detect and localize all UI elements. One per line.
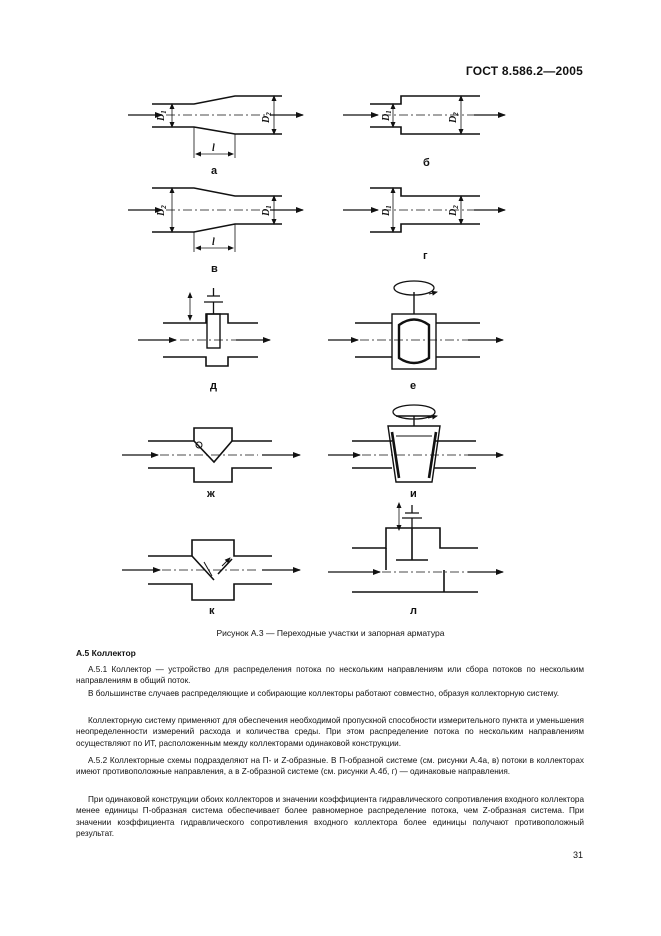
- figure-caption: Рисунок А.3 — Переходные участки и запорная арматура: [216, 628, 445, 638]
- label-d: д: [210, 380, 217, 392]
- paragraph-5: При одинаковой конструкции обоих коллекторов и значении коэффициента гидравлического сопротивления входного коллектора менее единицы П-образная система обеспечивает более равномерное распределение потока, чем Z-образная система. При значении коэффициента гидравлического сопротивления входного коллектора более единицы получают противоположный результат.: [76, 795, 584, 839]
- dim-d2-v: D: [156, 208, 167, 216]
- diagram-i: [328, 405, 503, 482]
- dim-length-v: l: [212, 237, 215, 248]
- dim-d1-a: D: [156, 113, 167, 121]
- diagram-a: [128, 96, 303, 158]
- label-v: в: [211, 263, 218, 275]
- dim-d1-b: D: [381, 113, 392, 121]
- paragraph-1: А.5.1 Коллектор — устройство для распределения потока по нескольким направлениям или сбора потоков по нескольким направлениям в общий поток.: [76, 665, 584, 686]
- section-heading: А.5 Коллектор: [76, 648, 136, 658]
- svg-text:D2: $D_2$: [448, 112, 460, 123]
- dim-d2-b: D: [448, 115, 459, 123]
- diagram-v: [128, 188, 303, 252]
- svg-text:D2: $D_2$: [156, 205, 168, 216]
- diagram-l: [328, 503, 503, 592]
- label-e: е: [410, 380, 417, 392]
- label-b: б: [423, 157, 430, 169]
- diagram-zh: [122, 428, 300, 482]
- page-number: 31: [572, 850, 583, 860]
- paragraph-4: А.5.2 Коллекторные схемы подразделяют на П- и Z-образные. В П-образной системе (см. рисунки А.4а, в) потоки в коллекторах имеют противоположные направления, а в Z-образной системе (см. рисунки А.4б, г) — одинаковые направления.: [76, 756, 584, 777]
- document-header: ГОСТ 8.586.2—2005: [465, 64, 583, 78]
- svg-text:D1: $D_1$: [156, 110, 168, 121]
- label-g: г: [423, 250, 428, 262]
- label-i: и: [410, 488, 417, 500]
- label-k: к: [209, 605, 215, 617]
- dim-d2-a: D: [261, 115, 272, 123]
- label-a: а: [211, 165, 218, 177]
- paragraph-2: В большинстве случаев распределяющие и собирающие коллекторы работают совместно, образуя коллекторную систему.: [88, 689, 560, 698]
- svg-text:D1: $D_1$: [381, 110, 393, 121]
- diagram-g: [343, 188, 505, 232]
- dim-d2-g: D: [448, 208, 459, 216]
- dim-d1-v: D: [261, 208, 272, 216]
- svg-text:D1: $D_1$: [261, 205, 273, 216]
- paragraph-3: Коллекторную систему применяют для обеспечения необходимой пропускной способности измерительного пункта и уменьшения неопределенности измерений расхода и количества среды. При этом распределение потока по нескольким направлениям осуществляют по ИТ, расположенным между коллекторами одинаковой конструкции.: [76, 716, 584, 748]
- dim-length-a: l: [212, 143, 215, 154]
- label-zh: ж: [207, 488, 215, 500]
- dim-d1-g: D: [381, 208, 392, 216]
- diagram-e: [328, 281, 503, 369]
- svg-text:D1: $D_1$: [381, 205, 393, 216]
- diagram-k: [122, 540, 300, 600]
- diagram-d: [138, 288, 270, 366]
- svg-text:D2: $D_2$: [261, 112, 273, 123]
- svg-text:D2: $D_2$: [448, 205, 460, 216]
- label-l: л: [410, 605, 417, 617]
- diagram-b: [343, 96, 505, 134]
